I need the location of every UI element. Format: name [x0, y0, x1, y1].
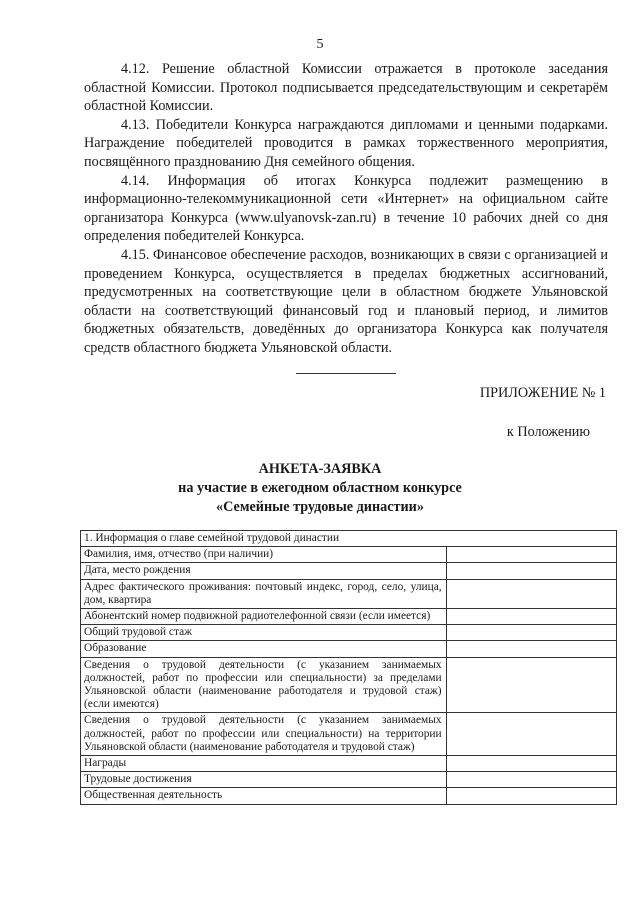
row-label: Общий трудовой стаж [81, 625, 447, 641]
form-heading-title: АНКЕТА-ЗАЯВКА [258, 461, 382, 477]
row-value-cell[interactable] [446, 579, 616, 608]
row-value-cell[interactable] [446, 713, 616, 756]
row-value-cell[interactable] [446, 547, 616, 563]
paragraph-4-13: 4.13. Победители Конкурса награждаются дипломами и ценными подарками. Награждение победителей проводится в рамках торжественного мероприятия, посвящённого празднованию Дня семейного общения. [84, 116, 608, 170]
row-value-cell[interactable] [446, 772, 616, 788]
row-label: Сведения о трудовой деятельности (с указанием занимаемых должностей, работ по профессии или специальности) на территории Ульяновской области (наименование работодателя и трудовой стаж) [81, 713, 447, 756]
paragraph-4-12: 4.12. Решение областной Комиссии отражается в протоколе заседания областной Комиссии. Протокол подписывается председательствующим и секретарём областной Комиссии. [84, 61, 608, 115]
row-label: Награды [81, 756, 447, 772]
table-section-row [81, 531, 617, 547]
table-row [81, 609, 617, 625]
table-row [81, 657, 617, 713]
row-value-cell[interactable] [446, 563, 616, 579]
table-row [81, 579, 617, 608]
form-heading-line2: на участие в ежегодном областном конкурсе [178, 480, 462, 496]
section-divider [296, 373, 396, 374]
paragraph-4-14: 4.14. Информация об итогах Конкурса подлежит размещению в информационно-телекоммуникационной сети «Интернет» на официальном сайте организатора Конкурса (www.ulyanovsk-zan.ru) в течение 10 рабочих дней со дня определения победителей Конкурса. [84, 172, 608, 245]
row-label: Образование [81, 641, 447, 657]
paragraph-4-15: 4.15. Финансовое обеспечение расходов, возникающих в связи с организацией и проведением Конкурса, осуществляется в пределах бюджетных ассигнований, предусмотренных на соответствующие цели в областном бюджете Ульяновской области на соответствующий финансовый год и плановый период, и лимитов бюджетных обязательств, доведённых до организатора Конкурса как получателя средств областного бюджета Ульяновской области. [84, 246, 608, 356]
row-value-cell[interactable] [446, 609, 616, 625]
row-label: Сведения о трудовой деятельности (с указанием занимаемых должностей, работ по профессии или специальности) за пределами Ульяновской области (наименование работодателя и трудовой стаж) (если имеются) [81, 657, 447, 713]
table-row [81, 625, 617, 641]
row-value-cell[interactable] [446, 756, 616, 772]
form-heading [0, 460, 640, 517]
table-row [81, 547, 617, 563]
application-form-table [80, 530, 617, 805]
section-title-cell: 1. Информация о главе семейной трудовой династии [81, 531, 617, 547]
body-text [84, 60, 608, 358]
row-label: Дата, место рождения [81, 563, 447, 579]
table-row [81, 756, 617, 772]
table-row [81, 788, 617, 804]
table-row [81, 641, 617, 657]
row-label: Общественная деятельность [81, 788, 447, 804]
row-label: Трудовые достижения [81, 772, 447, 788]
page-number: 5 [316, 37, 324, 52]
row-value-cell[interactable] [446, 625, 616, 641]
form-heading-line3: «Семейные трудовые династии» [216, 499, 424, 515]
row-value-cell[interactable] [446, 657, 616, 713]
appendix-title: ПРИЛОЖЕНИЕ № 1 [479, 385, 606, 401]
table-row [81, 563, 617, 579]
row-label: Абонентский номер подвижной радиотелефонной связи (если имеется) [81, 609, 447, 625]
table-row [81, 772, 617, 788]
row-label: Адрес фактического проживания: почтовый индекс, город, село, улица, дом, квартира [81, 579, 447, 608]
row-value-cell[interactable] [446, 788, 616, 804]
row-label: Фамилия, имя, отчество (при наличии) [81, 547, 447, 563]
row-value-cell[interactable] [446, 641, 616, 657]
table-row [81, 713, 617, 756]
appendix-subtitle: к Положению [506, 424, 590, 440]
